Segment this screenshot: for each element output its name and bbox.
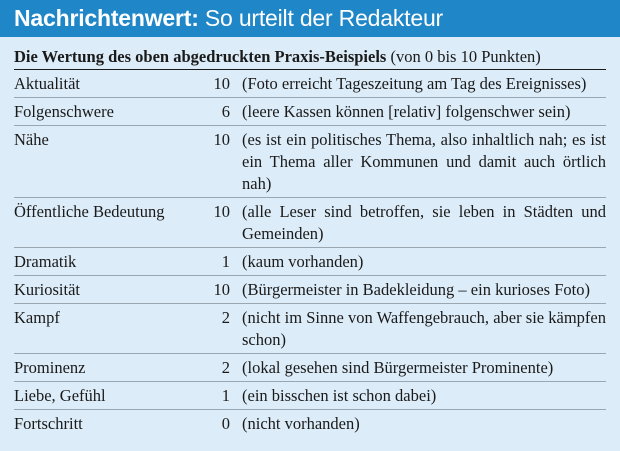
table-row: [14, 382, 606, 410]
criterion-label: Nähe: [14, 130, 49, 149]
table-row: [14, 276, 606, 304]
score-value: 0: [221, 414, 230, 433]
criterion-label: Fortschritt: [14, 414, 83, 433]
criterion-label: Kampf: [14, 308, 60, 327]
rating-table: [14, 70, 606, 437]
score-value: 10: [213, 74, 230, 93]
caption-scale: (von 0 bis 10 Punkten): [390, 47, 541, 66]
criterion-label: Aktualität: [14, 74, 80, 93]
header-title-rest: So urteilt der Redakteur: [204, 5, 443, 31]
criterion-label: Prominenz: [14, 358, 86, 377]
table-row: [14, 70, 606, 98]
criterion-label: Dramatik: [14, 252, 77, 271]
criterion-note: (nicht im Sinne von Waffengebrauch, aber sie kämpfen schon): [242, 308, 606, 349]
criterion-note: (Foto erreicht Tageszeitung am Tag des Ereignisses): [242, 74, 587, 93]
criterion-note: (Bürgermeister in Badekleidung – ein kurioses Foto): [242, 280, 590, 299]
caption-strong: Die Wertung des oben abgedruckten Praxis-Beispiels: [14, 47, 387, 66]
box-header: [0, 0, 620, 37]
criterion-label: Folgenschwere: [14, 102, 114, 121]
table-row: [14, 198, 606, 248]
score-value: 1: [221, 386, 230, 405]
header-title-bold: Nachrichtenwert:: [14, 5, 199, 31]
criterion-note: (es ist ein politisches Thema, also inhaltlich nah; es ist ein Thema aller Kommunen und damit auch örtlich nah): [242, 130, 606, 193]
criterion-note: (ein bisschen ist schon dabei): [242, 386, 437, 405]
table-row: [14, 126, 606, 198]
table-row: [14, 410, 606, 438]
criterion-label: Kuriosität: [14, 280, 80, 299]
score-value: 2: [221, 358, 230, 377]
table-caption: [14, 47, 606, 70]
table-row: [14, 248, 606, 276]
criterion-note: (nicht vorhanden): [242, 414, 360, 433]
score-value: 10: [213, 130, 230, 149]
table-row: [14, 354, 606, 382]
criterion-note: (kaum vorhanden): [242, 252, 364, 271]
score-value: 10: [213, 280, 230, 299]
table-row: [14, 98, 606, 126]
criterion-note: (leere Kassen können [relativ] folgenschwer sein): [242, 102, 571, 121]
criterion-label: Liebe, Gefühl: [14, 386, 106, 405]
score-value: 1: [221, 252, 230, 271]
criterion-note: (alle Leser sind betroffen, sie leben in Städten und Gemeinden): [242, 202, 606, 243]
criterion-note: (lokal gesehen sind Bürgermeister Prominente): [242, 358, 554, 377]
table-row: [14, 304, 606, 354]
score-value: 2: [221, 308, 230, 327]
criterion-label: Öffentliche Bedeutung: [14, 202, 165, 221]
score-value: 6: [221, 102, 230, 121]
score-value: 10: [213, 202, 230, 221]
